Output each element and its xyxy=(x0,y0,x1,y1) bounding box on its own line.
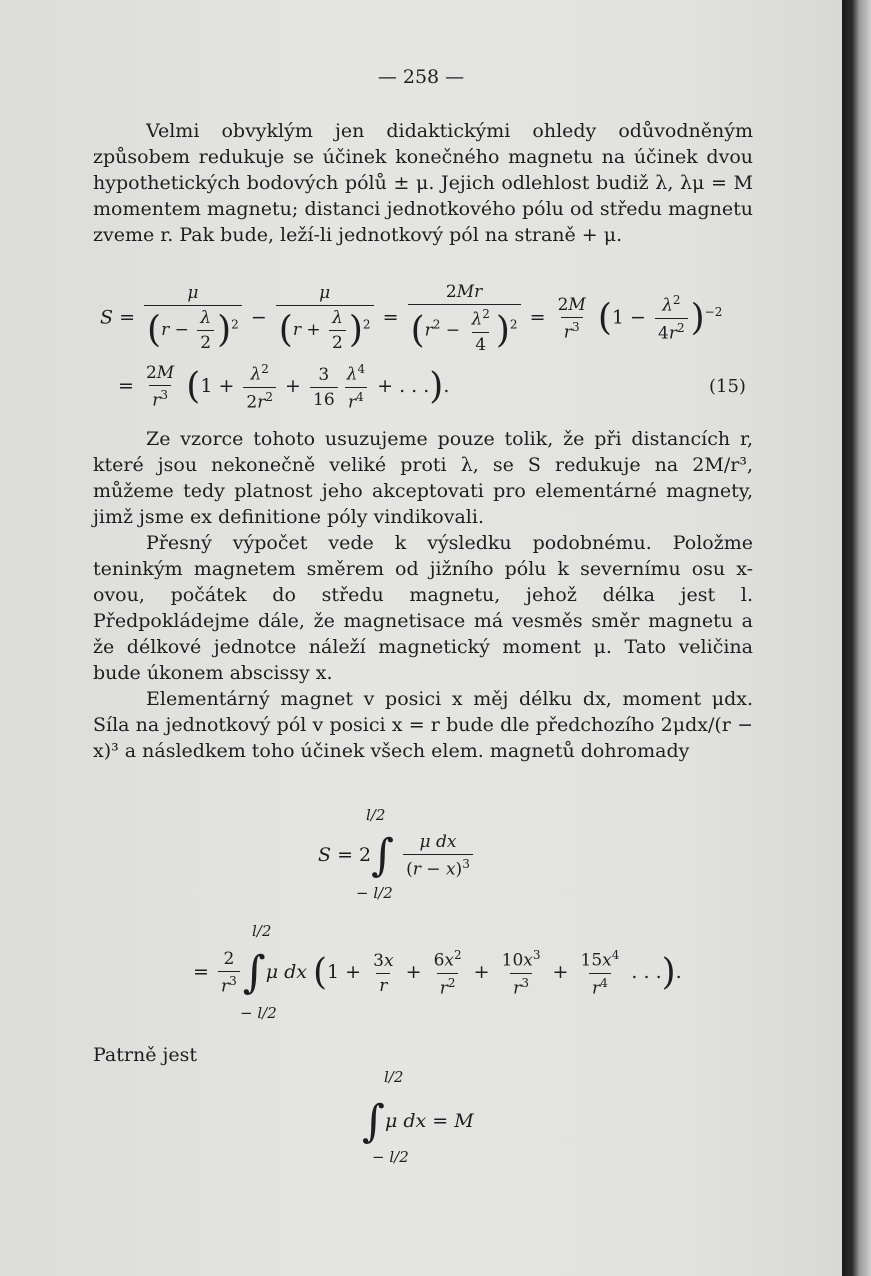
upper-limit-3: l/2 xyxy=(384,1068,404,1086)
lower-limit-2: − l/2 xyxy=(240,1004,277,1022)
equation-number: (15) xyxy=(709,376,746,397)
equation-15-line-1: S = μ (r − $\frac{\lambda}{2}$ )$^2$ − μ (r + $\frac{\lambda}{2}$ )$^2$ = 2Mr ($r^2$ − $\frac{\lambda^2}{4}$ )$^2$ = $\frac{2M}{r^3}$ (1 − $\frac{\lambda^2}{4r^2}$ )$^{-2}$ xyxy=(100,282,723,355)
book-spine xyxy=(842,0,871,1276)
paragraph-3: Přesný výpočet vede k výsledku podobnému. Položme teninkým magnetem směrem od jižního pólu k severnímu osu x-ovou, počátek do středu magnetu, jehož délka jest l. Předpokládejme dále, že magnetisace má vesměs směr magnetu a že délkové jednotce náleží magnetický moment μ. Tato veličina bude úkonem abscissy x. xyxy=(93,532,753,684)
upper-limit-2: l/2 xyxy=(252,922,272,940)
lower-limit-3: − l/2 xyxy=(372,1148,409,1166)
page-number: — 258 — xyxy=(377,66,465,88)
paragraph-1: Velmi obvyklým jen didaktickými ohledy odůvodněným způsobem redukuje se účinek konečného magnetu na účinek dvou hypothetických bodových pólů ± μ. Jejich odlehlost budiž λ, λμ = M momentem magnetu; distanci jednotkového pólu od středu magnetu zveme r. Pak bude, leží-li jednotkový pól na straně + μ. xyxy=(93,120,753,246)
equation-integral-3: ∫μ dx = M xyxy=(362,1096,474,1147)
upper-limit-1: l/2 xyxy=(366,806,386,824)
equation-integral-2: = $\frac{2}{r^3}$ ∫μ dx (1 + $\frac{3x}{r}$ + $\frac{6x^2}{r^2}$ + $\frac{10x^3}{r^3}$ + $\frac{15x^4}{r^4}$ . . .). xyxy=(193,947,682,999)
equation-integral-1: S = 2∫ $\frac{\text{μ dx}}{(r - x)^3}$ xyxy=(318,832,476,880)
paragraph-2: Ze vzorce tohoto usuzujeme pouze tolik, že při distancích r, které jsou nekonečně veliké proti λ, se S redukuje na 2M/r³, můžeme tedy platnost jeho akceptovati pro elementárné magnety, jimž jsme ex definitione póly vindikovali. xyxy=(93,428,753,528)
equation-15-line-2: = $\frac{2M}{r^3}$ (1 + $\frac{\lambda^2}{2r^2}$ + $\frac{3}{16}$ $\frac{\lambda^4}{r^4}$ + . . .). xyxy=(118,362,450,413)
paragraph-5: Patrně jest xyxy=(93,1044,198,1066)
lower-limit-1: − l/2 xyxy=(356,884,393,902)
paragraph-4: Elementárný magnet v posici x měj délku dx, moment μdx. Síla na jednotkový pól v posici x = r bude dle předchozího 2μdx/(r − x)³ a následkem toho účinek všech elem. magnetů dohromady xyxy=(93,688,753,762)
